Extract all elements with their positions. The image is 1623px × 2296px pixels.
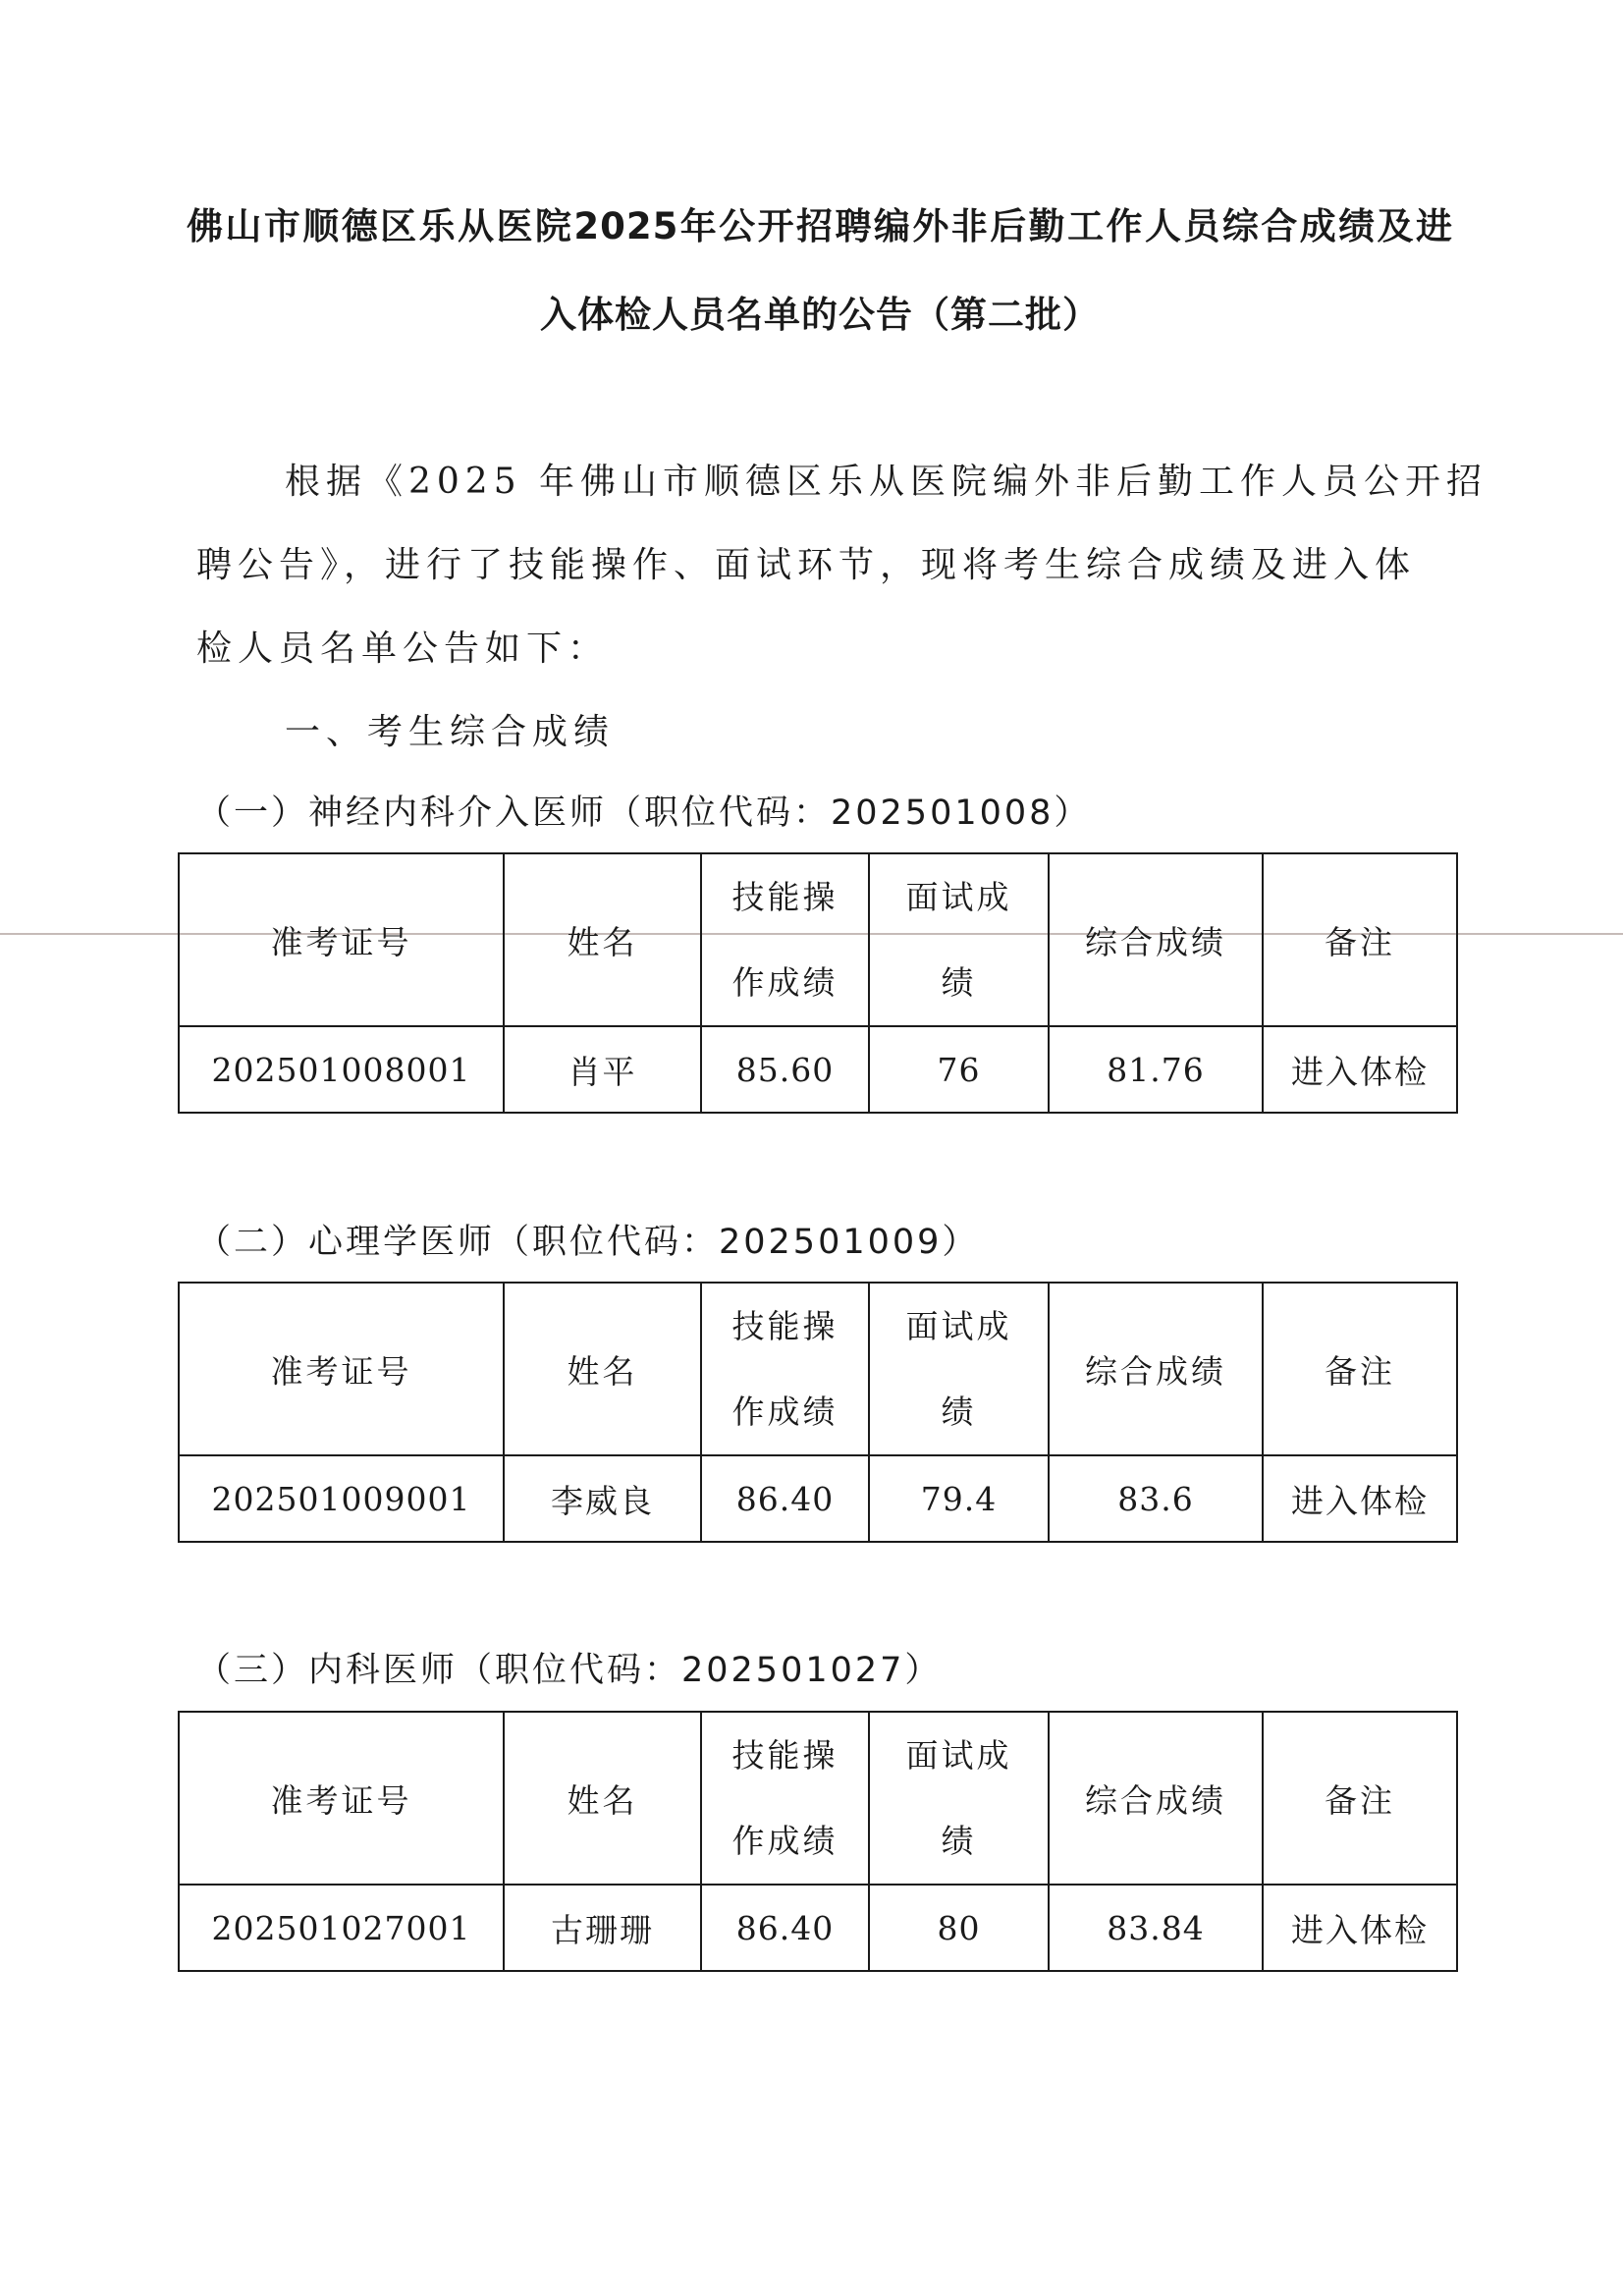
header-skill-score [701, 1712, 869, 1885]
score-table-1 [178, 852, 1458, 1114]
intro-paragraph-line-3: 检人员名单公告如下： [196, 629, 610, 669]
header-interview-score-line-2: 绩 [941, 963, 977, 1002]
cell-remark: 进入体检 [1263, 1026, 1457, 1113]
cell-interview-score: 80 [869, 1885, 1049, 1971]
cell-total-score: 83.6 [1049, 1455, 1263, 1542]
header-interview-score [869, 1283, 1049, 1455]
header-total-score: 综合成绩 [1049, 1712, 1263, 1885]
cell-interview-score: 79.4 [869, 1455, 1049, 1542]
header-remark: 备注 [1263, 853, 1457, 1026]
cell-total-score: 83.84 [1049, 1885, 1263, 1971]
header-remark: 备注 [1263, 1283, 1457, 1455]
cell-remark: 进入体检 [1263, 1455, 1457, 1542]
header-skill-score [701, 853, 869, 1026]
header-skill-score-line-2: 作成绩 [731, 1393, 839, 1431]
header-interview-score-line-1: 面试成 [905, 1736, 1012, 1775]
cell-skill-score: 86.40 [701, 1455, 869, 1542]
cell-name: 肖平 [504, 1026, 701, 1113]
header-interview-score [869, 1712, 1049, 1885]
position-heading-1: （一）神经内科介入医师（职位代码：202501008） [196, 793, 1092, 833]
header-interview-score-line-2: 绩 [941, 1393, 977, 1431]
header-interview-score-line-1: 面试成 [905, 1307, 1012, 1345]
header-exam-id: 准考证号 [179, 1712, 504, 1885]
intro-paragraph-line-2: 聘公告》，进行了技能操作、面试环节，现将考生综合成绩及进入体 [196, 545, 1417, 585]
header-remark: 备注 [1263, 1712, 1457, 1885]
document-title-line-2: 入体检人员名单的公告（第二批） [540, 294, 1100, 336]
header-name: 姓名 [504, 853, 701, 1026]
cell-remark: 进入体检 [1263, 1885, 1457, 1971]
header-skill-score [701, 1283, 869, 1455]
header-name: 姓名 [504, 1283, 701, 1455]
table-row [179, 1885, 1457, 1971]
cell-exam-id: 202501009001 [179, 1455, 504, 1542]
header-interview-score-line-2: 绩 [941, 1822, 977, 1860]
header-interview-score-line-1: 面试成 [905, 878, 1012, 916]
table-header-row [179, 1712, 1457, 1885]
cell-exam-id: 202501008001 [179, 1026, 504, 1113]
header-interview-score [869, 853, 1049, 1026]
cell-exam-id: 202501027001 [179, 1885, 504, 1971]
header-exam-id: 准考证号 [179, 1283, 504, 1455]
header-skill-score-line-1: 技能操 [731, 1307, 839, 1345]
cell-name: 李威良 [504, 1455, 701, 1542]
table-row [179, 1026, 1457, 1113]
position-heading-3: （三）内科医师（职位代码：202501027） [196, 1651, 943, 1690]
document-title-line-1: 佛山市顺德区乐从医院2025年公开招聘编外非后勤工作人员综合成绩及进 [187, 205, 1453, 247]
header-name: 姓名 [504, 1712, 701, 1885]
intro-paragraph-line-1: 根据《2025 年佛山市顺德区乐从医院编外非后勤工作人员公开招 [285, 462, 1488, 502]
position-heading-2: （二）心理学医师（职位代码：202501009） [196, 1223, 980, 1262]
cell-skill-score: 85.60 [701, 1026, 869, 1113]
header-skill-score-line-1: 技能操 [731, 878, 839, 916]
table-header-row [179, 853, 1457, 1026]
header-exam-id: 准考证号 [179, 853, 504, 1026]
table-header-row [179, 1283, 1457, 1455]
cell-skill-score: 86.40 [701, 1885, 869, 1971]
cell-interview-score: 76 [869, 1026, 1049, 1113]
cell-name: 古珊珊 [504, 1885, 701, 1971]
table-row [179, 1455, 1457, 1542]
score-table-2 [178, 1282, 1458, 1543]
header-skill-score-line-2: 作成绩 [731, 1822, 839, 1860]
header-total-score: 综合成绩 [1049, 1283, 1263, 1455]
score-table-3 [178, 1711, 1458, 1972]
header-skill-score-line-2: 作成绩 [731, 963, 839, 1002]
section-heading-scores: 一、考生综合成绩 [285, 712, 616, 752]
header-skill-score-line-1: 技能操 [731, 1736, 839, 1775]
header-total-score: 综合成绩 [1049, 853, 1263, 1026]
cell-total-score: 81.76 [1049, 1026, 1263, 1113]
